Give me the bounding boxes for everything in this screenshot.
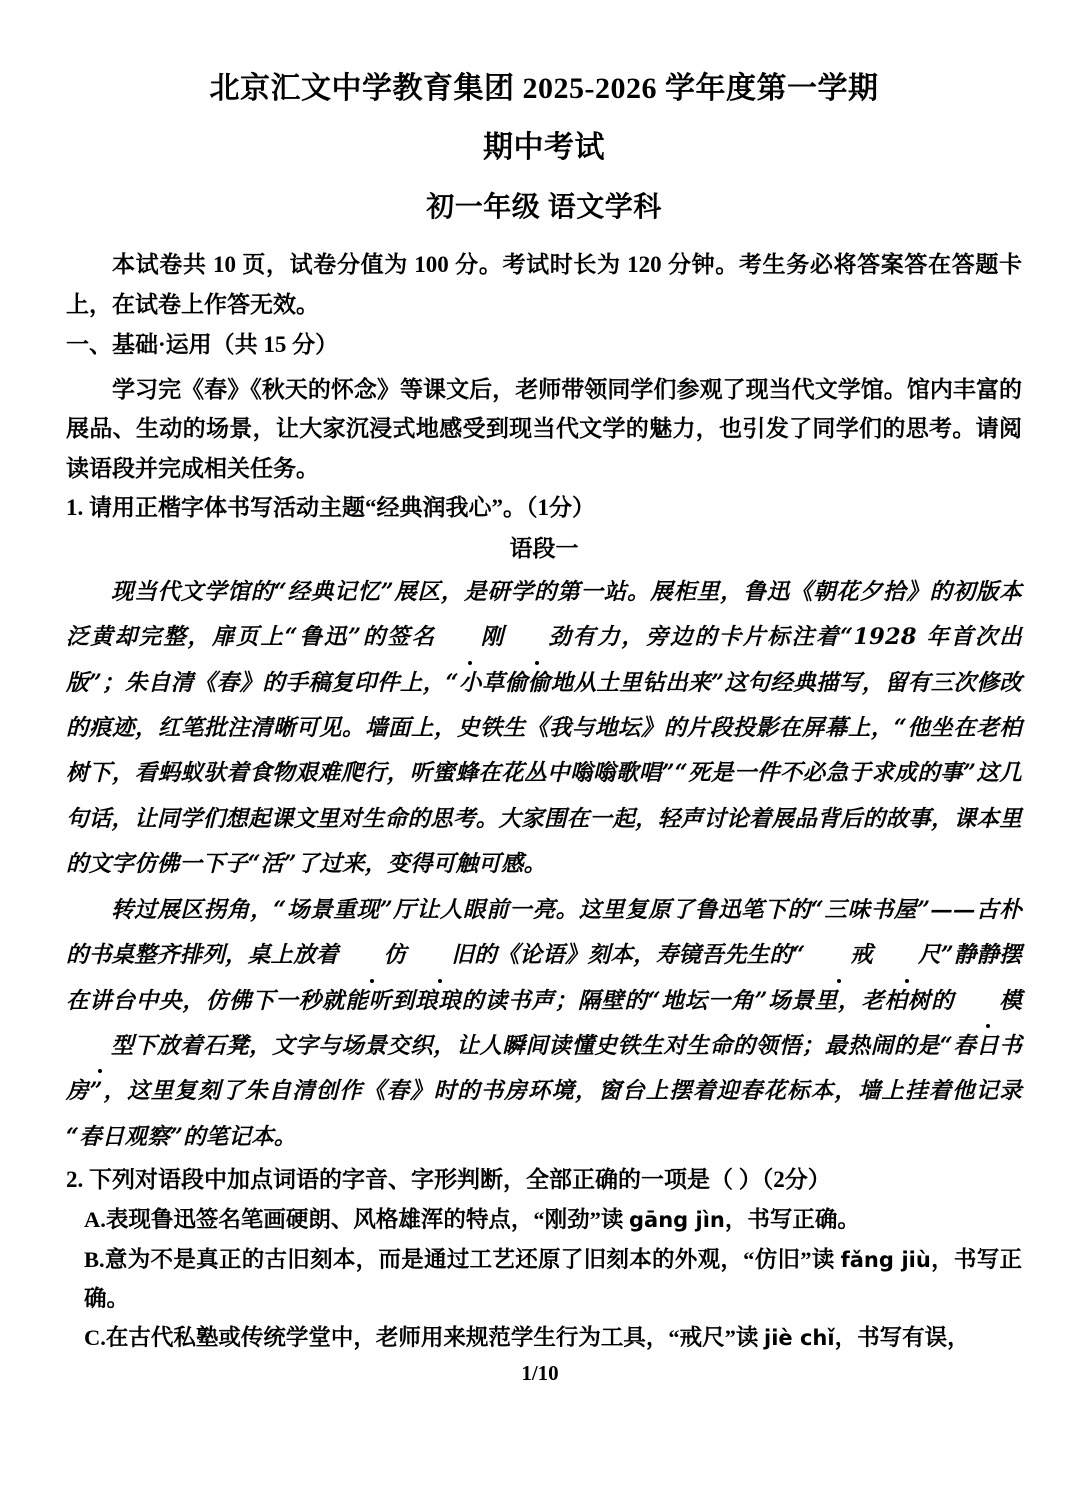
dotted-char: 劲 bbox=[503, 615, 571, 660]
page-title-line-2: 期中考试 bbox=[483, 131, 605, 165]
section-heading-basics: 一、基础·运用（共 15 分） bbox=[66, 331, 339, 357]
passage-text-fragment: 现当代文学馆的“经典记忆”展区，是研学的第一站。展柜里，鲁迅《朝花夕拾》的初版本泛黄却完整，扉页上“鲁迅”的签名 bbox=[66, 578, 1022, 651]
passage-text-fragment: 的《论语》刻本，寿镜吾先生的“ bbox=[474, 942, 806, 969]
emphasized-word-jiechi bbox=[805, 942, 940, 968]
option-pinyin: jiè chǐ bbox=[764, 1326, 835, 1351]
passage-text-fragment: 转过展区拐角，“场景重现”厅让人眼前一亮。这里复原了鲁迅笔下的“三味书屋”——古朴的书桌整齐排列，桌上放着 bbox=[66, 896, 1022, 969]
passage-text-fragment: 下放着石凳，文字与场景交织，让人瞬间读懂史铁生对生命的领悟；最热闹的是“春日书房”，这里复刻了朱自清创作《春》时的书房环境，窗台上摆着迎春花标本，墙上挂着他记录“春日观察”的笔记本。 bbox=[66, 1033, 1022, 1150]
option-pinyin: fǎng jiù bbox=[840, 1247, 931, 1272]
section-intro-text: 学习完《春》《秋天的怀念》等课文后，老师带领同学们参观了现当代文学馆。馆内丰富的展品、生动的场景，让大家沉浸式地感受到现当代文学的魅力，也引发了同学们的思考。请阅读语段并完成相关任务。 bbox=[66, 376, 1022, 481]
emphasized-word-fangjiu bbox=[339, 942, 474, 968]
page-title-line-1: 北京汇文中学教育集团 2025-2026 学年度第一学期 bbox=[209, 72, 879, 105]
question-2-option-b[interactable] bbox=[66, 1240, 1022, 1319]
passage-text-fragment: 有力，旁边的卡片标注着“1928 年首次出版”；朱自清《春》的手稿复印件上，“小草偷偷地从土里钻出来”这句经典描写，留有三次修改的痕迹，红笔批注清晰可见。墙面上，史铁生《我与地坛》的片段投影在屏幕上，“他坐在老柏树下，看蚂蚁驮着食物艰难爬行，听蜜蜂在花丛中嗡嗡歌唱”“死是一件不必急于求成的事”这几句话，让同学们想起课文里对生命的思考。大家围在一起，轻声讨论着展品背后的故事，课本里的文字仿佛一下子“活”了过来，变得可触可感。 bbox=[66, 624, 1022, 878]
question-2-option-c[interactable] bbox=[66, 1318, 1022, 1357]
question-2-stem: 2. 下列对语段中加点词语的字音、字形判断，全部正确的一项是（ ）（2分） bbox=[66, 1167, 831, 1193]
dotted-char: 尺 bbox=[873, 933, 941, 978]
dotted-char: 刚 bbox=[436, 615, 504, 660]
emphasized-word-gangjin bbox=[436, 624, 571, 650]
option-text-tail: ，书写正确。 bbox=[724, 1207, 860, 1233]
dotted-char: 型 bbox=[66, 1024, 134, 1069]
option-label: B. bbox=[84, 1246, 105, 1272]
dotted-char: 仿 bbox=[339, 933, 407, 978]
passage-text-fragment: ”静静摆在讲台中央，仿佛下一秒就能听到琅琅的读书声；隔壁的“地坛一角”场景里，老柏树的 bbox=[66, 942, 1022, 1014]
passage-1-heading: 语段一 bbox=[509, 535, 579, 563]
dotted-char: 模 bbox=[954, 979, 1022, 1024]
passage-1-paragraph-2 bbox=[66, 888, 1022, 1161]
page-number: 1/10 bbox=[521, 1361, 559, 1385]
option-text-tail: ，书写正确。 bbox=[84, 1246, 1022, 1312]
option-pinyin: gāng jìn bbox=[629, 1208, 725, 1233]
option-text-tail: ，书写有误， bbox=[834, 1325, 970, 1351]
option-text: 在古代私塾或传统学堂中，老师用来规范学生行为工具，“戒尺”读 bbox=[105, 1325, 765, 1351]
option-label: C. bbox=[84, 1325, 106, 1351]
option-label: A. bbox=[84, 1207, 106, 1233]
page-title-line-3: 初一年级 语文学科 bbox=[426, 191, 662, 223]
option-text: 表现鲁迅签名笔画硬朗、风格雄浑的特点，“刚劲”读 bbox=[105, 1207, 630, 1233]
option-text: 意为不是真正的古旧刻本，而是通过工艺还原了旧刻本的外观，“仿旧”读 bbox=[104, 1246, 841, 1272]
question-2-option-a[interactable] bbox=[66, 1200, 1022, 1239]
dotted-char: 旧 bbox=[406, 933, 474, 978]
question-1: 1. 请用正楷字体书写活动主题“经典润我心”。（1分） bbox=[66, 495, 595, 521]
dotted-char: 戒 bbox=[805, 933, 873, 978]
passage-1-paragraph-1 bbox=[66, 570, 1022, 888]
exam-instructions: 本试卷共 10 页，试卷分值为 100 分。考试时长为 120 分钟。考生务必将答案答在答题卡上，在试卷上作答无效。 bbox=[66, 252, 1022, 317]
